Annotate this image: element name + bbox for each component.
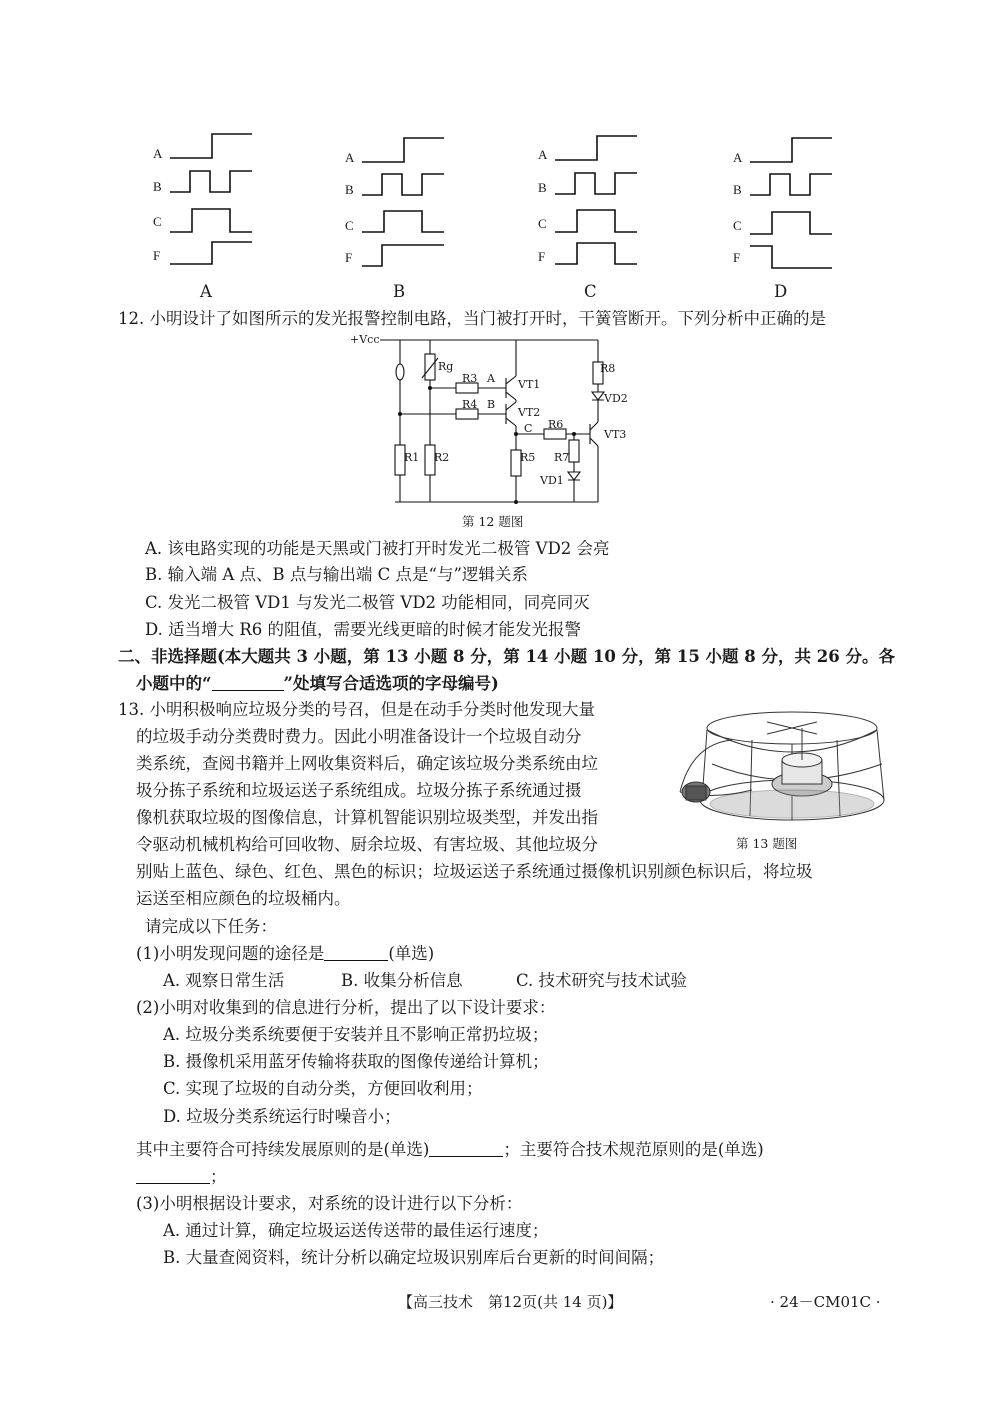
q13-t2-q-part2: ；主要符合技术规范原则的是(单选) <box>503 1140 764 1159</box>
label-r6: R6 <box>548 418 564 431</box>
waveform-a-signal-c <box>170 209 252 232</box>
label-r2: R2 <box>434 451 450 464</box>
waveform-a-signal-a <box>170 134 252 158</box>
q12-option-c: C. 发光二极管 VD1 与发光二极管 VD2 功能相同，同亮同灭 <box>145 593 590 612</box>
q11-a-label-a: A <box>153 146 163 161</box>
q11-a-label-b: B <box>153 179 162 194</box>
q13-t3-stem: (3)小明根据设计要求，对系统的设计进行以下分析： <box>136 1194 523 1213</box>
waveform-d-signal-f <box>750 246 832 268</box>
label-vd2: VD2 <box>604 392 628 405</box>
q11-option-label-a: A <box>200 282 212 301</box>
label-r3: R3 <box>462 372 478 385</box>
waveform-b-signal-c <box>362 211 444 232</box>
q11-c-label-b: B <box>538 180 547 195</box>
footer-center: 【高三技术 第12页(共 14 页)】 <box>398 1293 623 1311</box>
q13-line-7: 别贴上蓝色、绿色、红色、黑色的标识；垃圾运送子系统通过摄像机识别颜色标识后，将垃圾 <box>136 862 813 881</box>
label-r1: R1 <box>404 451 420 464</box>
waveform-a-signal-f <box>170 242 252 264</box>
label-node-a: A <box>487 372 495 385</box>
q13-t2-item-d: D. 垃圾分类系统运行时噪音小； <box>163 1107 401 1126</box>
waveform-c-signal-c <box>555 210 637 232</box>
q13-line-8: 运送至相应颜色的垃圾桶内。 <box>136 889 351 908</box>
q11-b-label-c: C <box>345 218 354 233</box>
q12-option-a: A. 该电路实现的功能是天黑或门被打开时发光二极管 VD2 会亮 <box>145 539 610 558</box>
label-vcc: +Vcc <box>350 333 380 346</box>
q13-t1-option-b: B. 收集分析信息 <box>341 971 463 990</box>
section2-heading-line2 <box>136 671 499 697</box>
q12-stem: 12. 小明设计了如图所示的发光报警控制电路，当门被打开时，干簧管断开。下列分析中正确的是 <box>118 309 826 328</box>
q13-t1-option-c: C. 技术研究与技术试验 <box>516 971 688 990</box>
label-vt2: VT2 <box>518 406 541 419</box>
q13-t3-item-a: A. 通过计算，确定垃圾运送传送带的最佳运行速度； <box>163 1221 549 1240</box>
label-r7: R7 <box>554 451 570 464</box>
q13-t2-question <box>136 1137 764 1163</box>
q12-figure-caption: 第 12 题图 <box>462 514 524 529</box>
q11-d-label-c: C <box>733 218 742 233</box>
section2-heading-line1: 二、非选择题(本大题共 3 小题，第 13 小题 8 分，第 14 小题 10 分，第 15 小题 8 分，共 26 分。各 <box>118 647 895 666</box>
answer-blank-t2b <box>136 1167 210 1184</box>
q13-t2-q-end: ； <box>210 1167 227 1186</box>
label-r5: R5 <box>520 451 536 464</box>
q13-line-3: 类系统，查阅书籍并上网收集资料后，确定该垃圾分类系统由垃 <box>136 754 598 773</box>
answer-blank <box>212 674 284 691</box>
q11-c-label-a: A <box>538 147 548 162</box>
q13-line-6: 令驱动机械机构给可回收物、厨余垃圾、有害垃圾、其他垃圾分 <box>136 835 598 854</box>
answer-blank-t1 <box>324 944 388 961</box>
q13-line-1: 13. 小明积极响应垃圾分类的号召，但是在动手分类时他发现大量 <box>118 700 595 719</box>
waveform-c-signal-b <box>555 173 637 194</box>
q13-t2-q-part1: 其中主要符合可持续发展原则的是(单选) <box>136 1140 430 1159</box>
q13-line-5: 像机获取垃圾的图像信息，计算机智能识别垃圾类型，并发出指 <box>136 808 598 827</box>
q12-option-b: B. 输入端 A 点、B 点与输出端 C 点是“与”逻辑关系 <box>145 565 528 584</box>
q12-circuit-diagram <box>340 330 640 510</box>
transistor-vt2 <box>506 402 516 426</box>
led-vd1 <box>568 472 580 480</box>
footer-right: · 24－CM01C · <box>770 1293 881 1311</box>
q11-d-label-f: F <box>733 250 741 265</box>
q13-t2-item-b: B. 摄像机采用蓝牙传输将获取的图像传递给计算机； <box>163 1052 549 1071</box>
label-node-c: C <box>524 422 533 435</box>
q11-option-label-b: B <box>393 282 406 301</box>
q11-option-label-c: C <box>584 282 597 301</box>
label-rg: Rg <box>438 360 454 373</box>
q11-d-label-b: B <box>733 182 742 197</box>
waveform-d-signal-c <box>750 212 832 234</box>
q11-c-label-f: F <box>538 249 546 264</box>
q13-t1-suffix: (单选) <box>388 944 435 963</box>
waveform-b-signal-f <box>362 245 444 266</box>
label-r8: R8 <box>600 362 616 375</box>
q12-option-d: D. 适当增大 R6 的阻值，需要光线更暗的时候才能发光报警 <box>145 620 582 639</box>
q13-machine-figure <box>672 704 887 829</box>
q11-a-label-c: C <box>153 214 162 229</box>
q13-t1-option-a: A. 观察日常生活 <box>163 971 285 990</box>
label-vt3: VT3 <box>604 428 627 441</box>
q13-t2-item-a: A. 垃圾分类系统要便于安装并且不影响正常扔垃圾； <box>163 1025 549 1044</box>
q13-task-intro: 请完成以下任务： <box>145 917 277 936</box>
label-vd1: VD1 <box>540 474 564 487</box>
transistor-vt1 <box>506 340 516 400</box>
label-node-b: B <box>487 398 496 411</box>
q13-line-2: 的垃圾手动分类费时费力。因此小明准备设计一个垃圾自动分 <box>136 727 582 746</box>
q11-waveform-options <box>0 120 992 305</box>
led-vd2 <box>592 392 604 400</box>
waveform-c-signal-a <box>555 136 637 160</box>
q11-b-label-a: A <box>345 150 355 165</box>
resistor-r7 <box>569 440 579 462</box>
resistor-rg <box>425 354 435 380</box>
q11-c-label-c: C <box>538 216 547 231</box>
q11-d-label-a: A <box>733 150 743 165</box>
q13-t2-stem: (2)小明对收集到的信息进行分析，提出了以下设计要求： <box>136 998 556 1017</box>
reed-switch <box>396 364 404 380</box>
waveform-d-signal-b <box>750 174 832 195</box>
waveform-b-signal-b <box>362 174 444 195</box>
q13-t3-item-b: B. 大量查阅资料，统计分析以确定垃圾识别库后台更新的时间间隔； <box>163 1248 665 1267</box>
label-vt1: VT1 <box>518 378 541 391</box>
q13-t2-question-cont <box>136 1164 227 1190</box>
waveform-c-signal-f <box>555 243 637 264</box>
q13-figure-caption: 第 13 题图 <box>736 836 798 851</box>
section2-heading-post: ”处填写合适选项的字母编号) <box>283 674 499 693</box>
answer-blank-t2a <box>429 1140 503 1157</box>
q13-line-4: 圾分拣子系统和垃圾运送子系统组成。垃圾分拣子系统通过摄 <box>136 781 582 800</box>
q13-t1-text: (1)小明发现问题的途径是 <box>136 944 325 963</box>
waveform-a-signal-b <box>170 171 252 192</box>
section2-heading-pre: 小题中的“ <box>136 674 212 693</box>
q11-a-label-f: F <box>153 248 161 263</box>
transistor-vt3 <box>590 422 598 502</box>
q11-option-label-d: D <box>774 282 788 301</box>
q13-t1-stem <box>136 941 434 967</box>
label-r4: R4 <box>462 398 478 411</box>
q13-t2-item-c: C. 实现了垃圾的自动分类，方便回收利用； <box>163 1079 483 1098</box>
q11-b-label-b: B <box>345 182 354 197</box>
waveform-d-signal-a <box>750 138 832 162</box>
q11-b-label-f: F <box>345 250 353 265</box>
waveform-b-signal-a <box>362 138 444 162</box>
